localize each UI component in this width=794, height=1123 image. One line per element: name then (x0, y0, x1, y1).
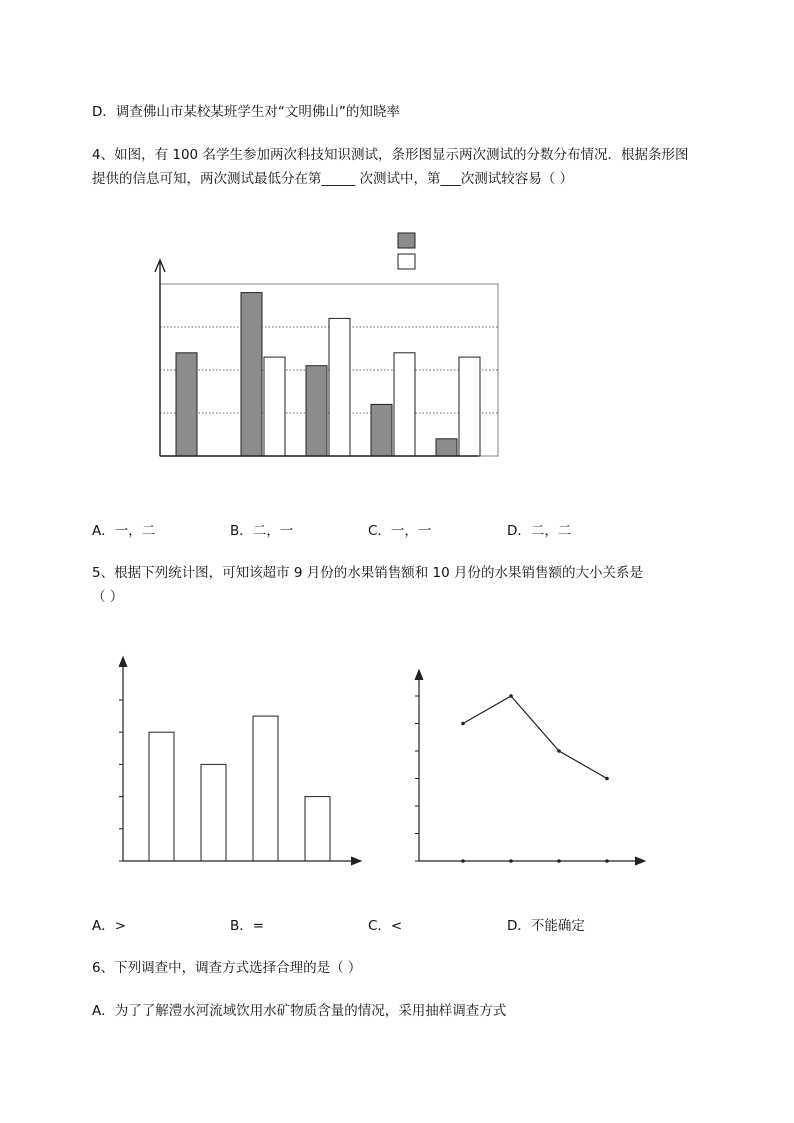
sales-total-chart (85, 625, 390, 890)
q4-stem-line1: 4、如图，有 100 名学生参加两次科技知识测试，条形图显示两次测试的分数分布情况．根据条形图 (92, 147, 689, 163)
q5-stem-line1: 5、根据下列统计图，可知该超市 9 月份的水果销售额和 10 月份的水果销售额的大小关系是 (92, 565, 644, 581)
data-point (509, 694, 513, 698)
q6-stem: 6、下列调查中，调查方式选择合理的是（ ） (92, 960, 362, 976)
bar-8月 (149, 732, 174, 861)
y-axis-arrow (119, 657, 127, 667)
x-axis-arrow (635, 857, 645, 865)
score-distribution-chart (120, 222, 540, 484)
fruit-percentage-chart (385, 630, 675, 888)
q4-stem-line2: 提供的信息可知，两次测试最低分在第_____ 次测试中，第___次测试较容易（ ） (92, 171, 574, 187)
q5-stem-line2: （ ） (92, 589, 124, 605)
x-tick-dot (509, 859, 513, 863)
q4-option-a: A．一，二 (92, 523, 156, 539)
q6-option-a: A．为了了解澧水河流域饮用水矿物质含量的情况，采用抽样调查方式 (92, 1003, 507, 1019)
bar-first-test (436, 439, 457, 456)
bar-first-test (176, 353, 197, 456)
x-tick-dot (557, 859, 561, 863)
legend-swatch (398, 254, 415, 269)
bar-9月 (201, 764, 226, 861)
x-tick-dot (461, 859, 465, 863)
bar-first-test (371, 404, 392, 456)
bar-first-test (241, 293, 262, 456)
legend-swatch (398, 233, 415, 248)
bar-second-test (459, 357, 480, 456)
bar-second-test (394, 353, 415, 456)
data-point (461, 722, 465, 726)
bar-second-test (329, 318, 350, 456)
q4-option-d: D．二，二 (507, 523, 572, 539)
data-point (557, 749, 561, 753)
q4-option-c: C．一，一 (368, 523, 432, 539)
data-point (605, 777, 609, 781)
x-axis-arrow (351, 857, 361, 865)
series-line (463, 696, 607, 779)
bar-first-test (306, 366, 327, 456)
y-axis-arrow (415, 670, 423, 680)
q5-option-c: C．< (368, 918, 403, 934)
bar-11月 (305, 797, 330, 861)
bar-second-test (264, 357, 285, 456)
q5-option-b: B．= (230, 918, 265, 934)
bar-10月 (253, 716, 278, 861)
q4-option-b: B．二，一 (230, 523, 294, 539)
q5-option-d: D．不能确定 (507, 918, 585, 934)
q5-option-a: A．> (92, 918, 127, 934)
x-tick-dot (605, 859, 609, 863)
q3-option-d: D．调查佛山市某校某班学生对“文明佛山”的知晓率 (92, 104, 400, 120)
